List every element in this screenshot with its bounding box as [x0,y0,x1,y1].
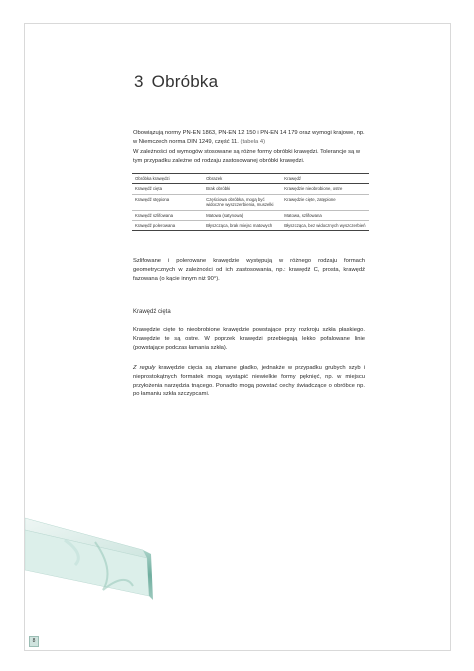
detail-text: krawędzie cięcia są złamane gładko, jednakże w przypadku grubych szyb i nieprostokątnych formatek mogą wystąpić niewielkie formy pęknięć, np. w miejscu przyłożenia narzędzia tnącego. Ponadto mogą powstać cechy świadczące o obróbce np. po łamaniu szkła szczypcami. [133,365,365,398]
table-cell: Krawędź szlifowana [132,210,203,220]
edge-processing-table [132,173,369,231]
table-cell: Krawędzie nieobrobione, ostre [281,184,369,194]
chapter-title-text: Obróbka [151,72,219,91]
table-cell: Krawędź polerowana [132,221,203,231]
table-header-row [132,174,369,184]
document-page [24,23,451,651]
table-row [132,210,369,220]
page-number: 8 [29,636,39,647]
table-header-cell: Krawędź [281,174,369,184]
table-cell: Brak obróbki [203,184,281,194]
italic-phrase: Z reguły [133,365,156,371]
table-header-cell: Obróbka krawędzi [132,174,203,184]
intro-text: Obowiązują normy PN-EN 1863, PN-EN 12 150 i PN-EN 14 179 oraz wymogi krajowe, np. w Niemczech norma DIN 1249, część 11. [133,130,365,145]
glass-edge-illustration [25,500,165,610]
table-cell: Błyszcząca, brak miejsc matowych [203,221,281,231]
table-cell: Częściowa obróbka, mogą być widoczne wyszczerbienia, muszelki [203,194,281,210]
table-cell: Błyszcząca, bez widocznych wyszczerbień [281,221,369,231]
table-row [132,184,369,194]
table-cell: Krawędź cięta [132,184,203,194]
cut-edge-detail-paragraph [133,364,365,399]
table-cell: Matowa (satynowa) [203,210,281,220]
edges-intro-paragraph: W zależności od wymogów stosowane są różne formy obróbki krawędzi. Tolerancje są w tym przypadku zależne od rodzaju zastosowanej obróbki krawędzi. [133,149,361,164]
cut-edge-paragraph: Krawędzie cięte to nieobrobione krawędzie powstające przy rozkroju szkła płaskiego. Krawędzie te są ostre. W poprzek krawędzi przebiegają lekko pofalowane linie (powstające podczas łamania szkła). [133,327,365,351]
polishing-paragraph: Szlifowane i polerowane krawędzie występują w różnego rodzaju formach geometrycznych w zależności od ich zastosowania, np.: krawędź C, prosta, krawędź fazowana (o kącie innym niż 90°). [133,258,365,282]
table-header-cell: Obrazek [203,174,281,184]
intro-paragraph [133,129,365,147]
table-row [132,194,369,210]
table-cell: Krawędzie cięte, zatępione [281,194,369,210]
table-reference: (tabela 4) [240,138,266,145]
table-cell: Krawędź stępiona [132,194,203,210]
section-heading: Krawędź cięta [133,309,171,315]
table-row [132,221,369,231]
table-cell: Matowa, szlifowana [281,210,369,220]
chapter-number: 3 [134,72,144,91]
chapter-title [134,72,218,92]
